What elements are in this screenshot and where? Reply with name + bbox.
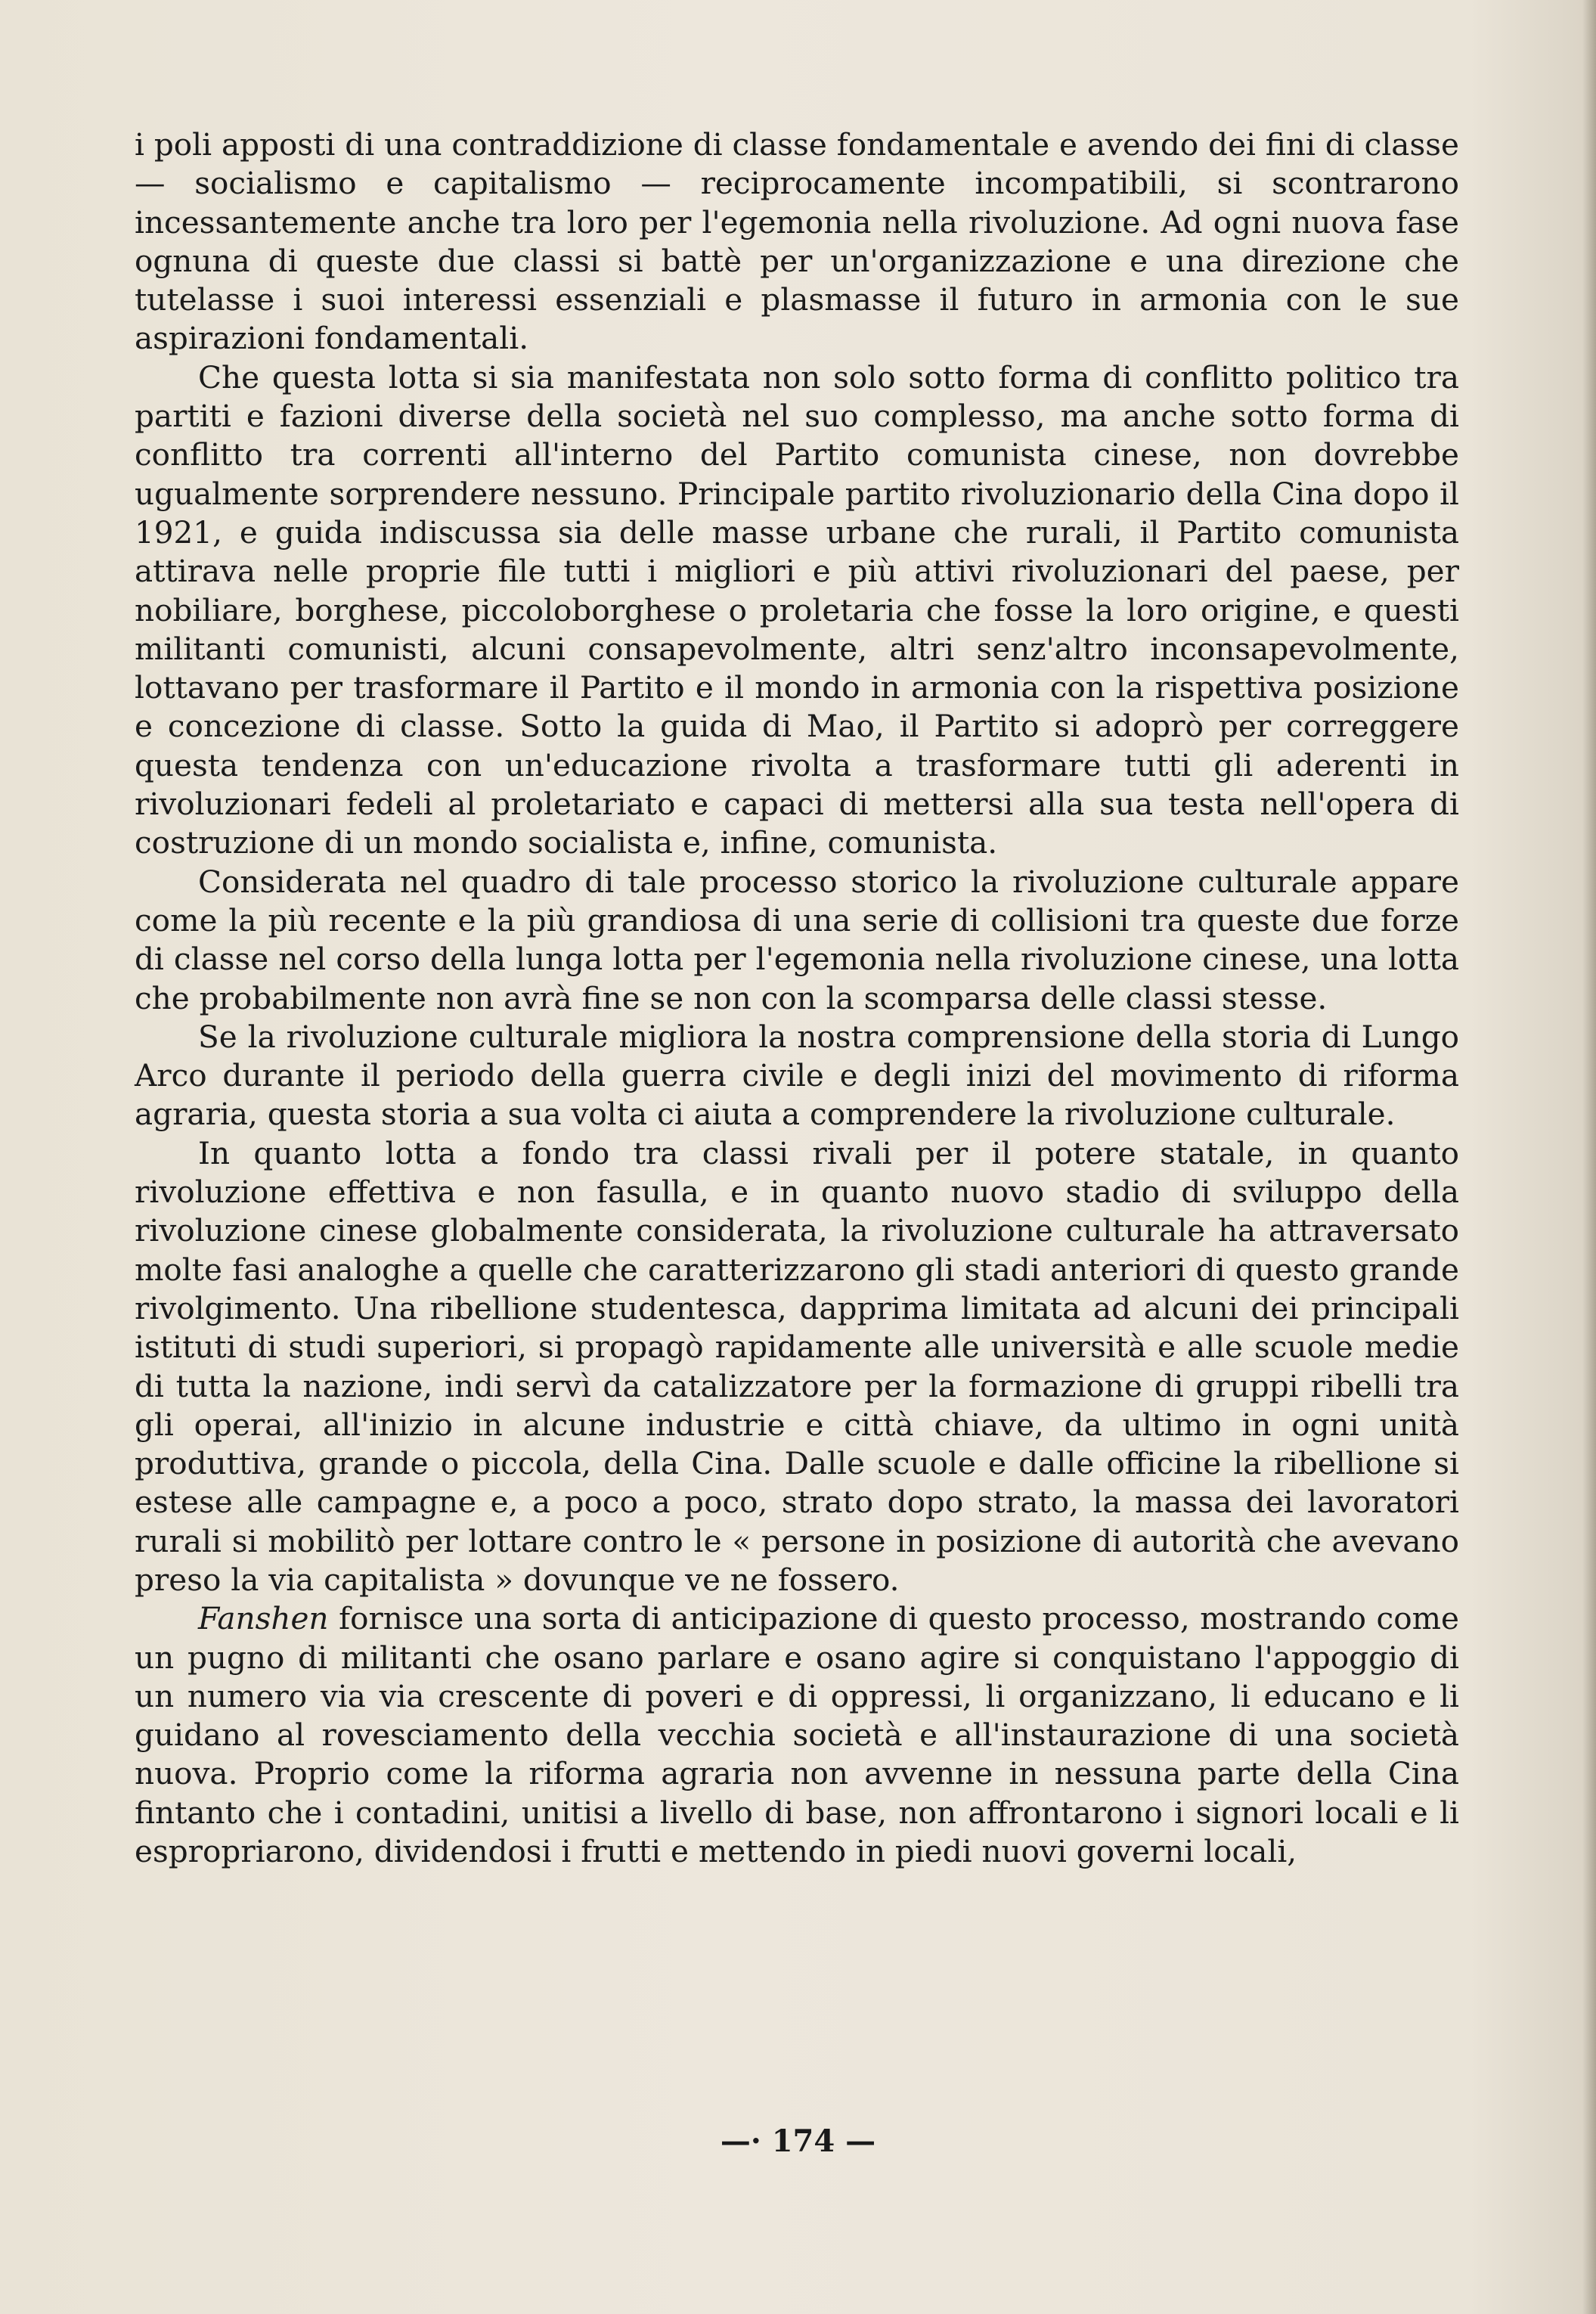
- paragraph-3-text: Considerata nel quadro di tale processo storico la rivoluzione culturale appare come la più recente e la più grandiosa di una serie di collisioni tra queste due forze di classe nel corso della lunga lotta per l'egemonia nella rivoluzione cinese, una lotta che probabilmente non avrà fine se non con la scomparsa delle classi stesse.: [135, 863, 1459, 1016]
- paragraph-1: [135, 126, 1459, 358]
- paragraph-2-text: Che questa lotta si sia manifestata non solo sotto forma di conflitto politico tra partiti e fazioni diverse della società nel suo complesso, ma anche sotto forma di conflitto tra correnti all'interno del Partito comunista cinese, non dovrebbe ugualmente sorprendere nessuno. Principale partito rivoluzionario della Cina dopo il 1921, e guida indiscussa sia delle masse urbane che rurali, il Partito comunista attirava nelle proprie file tutti i migliori e più attivi rivoluzionari del paese, per nobiliare, borghese, piccoloborghese o proletaria che fosse la loro origine, e questi militanti comunisti, alcuni consapevolmente, altri senz'altro inconsapevolmente, lottavano per trasformare il Partito e il mondo in armonia con la rispettiva posizione e concezione di classe. Sotto la guida di Mao, il Partito si adoprò per correggere questa tendenza con un'educazione rivolta a trasformare tutti gli aderenti in rivoluzionari fedeli al proletariato e capaci di mettersi alla sua testa nell'opera di costruzione di un mondo socialista e, infine, comunista.: [135, 358, 1459, 861]
- paragraph-6-text: fornisce una sorta di anticipazione di questo processo, mostrando come un pugno di militanti che osano parlare e osano agire si conquistano l'appoggio di un numero via via crescente di poveri e di oppressi, li organizzano, li educano e li guidano al rovesciamento della vecchia società e all'instaurazione di una società nuova. Proprio come la riforma agraria non avvenne in nessuna parte della Cina fintanto che i contadini, unitisi a livello di base, non affrontarono i signori locali e li espropriarono, dividendosi i frutti e mettendo in piedi nuovi governi locali,: [135, 1600, 1459, 1870]
- book-title-italic: Fanshen: [198, 1600, 329, 1637]
- paragraph-6: [135, 1599, 1459, 1871]
- page-edge-shadow: [1582, 0, 1596, 2314]
- paragraph-5-text: In quanto lotta a fondo tra classi rivali per il potere statale, in quanto rivoluzione effettiva e non fasulla, e in quanto nuovo stadio di sviluppo della rivoluzione cinese globalmente considerata, la rivoluzione culturale ha attraversato molte fasi analoghe a quelle che caratterizzarono gli stadi anteriori di questo grande rivolgimento. Una ribellione studentesca, dapprima limitata ad alcuni dei principali istituti di studi superiori, si propagò rapidamente alle università e alle scuole medie di tutta la nazione, indi servì da catalizzatore per la formazione di gruppi ribelli tra gli operai, all'inizio in alcune industrie e città chiave, da ultimo in ogni unità produttiva, grande o piccola, della Cina. Dalle scuole e dalle officine la ribellione si estese alle campagne e, a poco a poco, strato dopo strato, la massa dei lavoratori rurali si mobilitò per lottare contro le « persone in posizione di autorità che avevano preso la via capitalista » dovunque ve ne fossero.: [135, 1134, 1459, 1598]
- paragraph-4: [135, 1018, 1459, 1134]
- paragraph-5: [135, 1134, 1459, 1600]
- paragraph-2: [135, 358, 1459, 863]
- paragraph-4-text: Se la rivoluzione culturale migliora la nostra comprensione della storia di Lungo Arco durante il periodo della guerra civile e degli inizi del movimento di riforma agraria, questa storia a sua volta ci aiuta a comprendere la rivoluzione culturale.: [135, 1018, 1459, 1133]
- paragraph-1-text: i poli apposti di una contraddizione di classe fondamentale e avendo dei fini di classe — socialismo e capitalismo — reciprocamente incompatibili, si scontrarono incessantemente anche tra loro per l'egemonia nella rivoluzione. Ad ogni nuova fase ognuna di queste due classi si battè per un'organizzazione e una direzione che tutelasse i suoi interessi essenziali e plasmasse il futuro in armonia con le sue aspirazioni fondamentali.: [135, 126, 1459, 357]
- paragraph-3: [135, 863, 1459, 1018]
- page-number: —· 174 —: [720, 2123, 876, 2159]
- body-text: [135, 126, 1459, 1871]
